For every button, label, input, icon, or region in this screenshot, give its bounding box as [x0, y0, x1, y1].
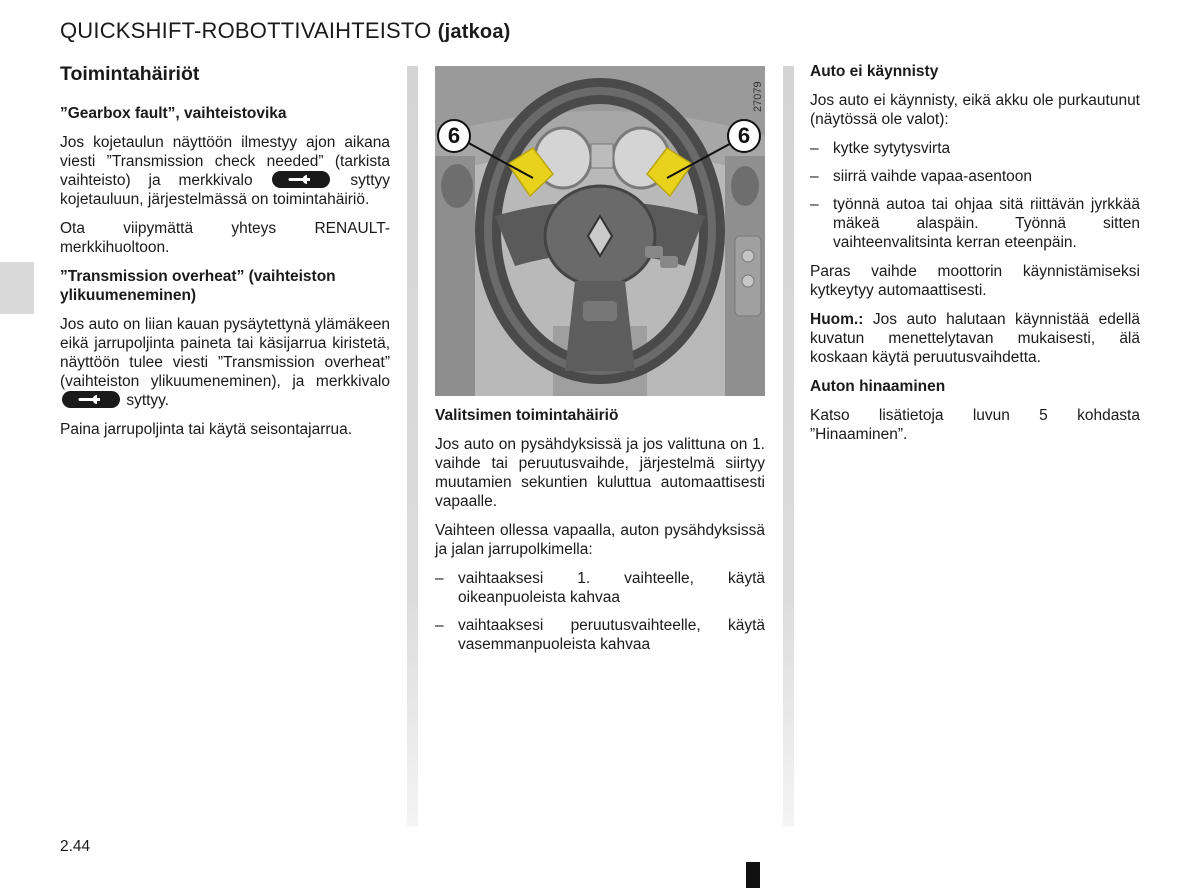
- page-number: 2.44: [60, 838, 91, 855]
- no-start-steps-list: [810, 139, 1140, 252]
- column-separator-2: [783, 66, 794, 826]
- steering-wheel-illustration: [435, 66, 765, 396]
- column-left: [60, 62, 390, 449]
- gearbox-fault-paragraph: [60, 133, 390, 209]
- gearbox-fault-text-after: syttyy kojetauluun, järjestelmässä on toimintahäiriö.: [60, 172, 391, 208]
- list-item: – vaihtaaksesi 1. vaihteelle, käytä oikeanpuoleista kahvaa: [435, 569, 765, 607]
- callout-right-paddle: 6: [727, 119, 761, 153]
- callout-left-paddle: 6: [437, 119, 471, 153]
- page-title-suffix: (jatkoa): [437, 21, 511, 43]
- contact-dealer-paragraph: Ota viipymättä yhteys RENAULT-merkkihuoltoon.: [60, 220, 390, 256]
- list-item: – siirrä vaihde vapaa-asentoon: [810, 167, 1140, 186]
- towing-paragraph: Katso lisätietoja luvun 5 kohdasta ”Hinaaminen”.: [810, 407, 1140, 443]
- page-title: [60, 18, 511, 44]
- towing-heading: Auton hinaaminen: [810, 378, 946, 395]
- overheat-paragraph: [60, 315, 390, 410]
- wrench-icon: [272, 171, 330, 188]
- brake-paragraph: Paina jarrupoljinta tai käytä seisontajarrua.: [60, 421, 353, 438]
- column-separator-1: [407, 66, 418, 826]
- chapter-tab-marker: [0, 262, 34, 314]
- note-label: Huom.:: [810, 311, 864, 328]
- selector-fault-heading: Valitsimen toimintahäiriö: [435, 407, 619, 424]
- list-item: – kytke sytytysvirta: [810, 139, 1140, 158]
- wrench-icon: [62, 391, 120, 408]
- best-gear-paragraph: Paras vaihde moottorin käynnistämiseksi kytkeytyy automaattisesti.: [810, 263, 1140, 299]
- list-item: – vaihtaaksesi peruutusvaihteelle, käytä vasemmanpuoleista kahvaa: [435, 616, 765, 654]
- page-edge-marker: [746, 862, 760, 888]
- column-middle: [435, 66, 765, 664]
- gearbox-fault-heading: ”Gearbox fault”, vaihteistovika: [60, 105, 287, 122]
- steering-wheel-figure: [435, 66, 765, 396]
- overheat-text-before: Jos auto on liian kauan pysäytettynä ylämäkeen eikä jarrupoljinta paineta tai käsijarrua kiristetä, näyttöön tulee viesti ”Transmission overheat” (vaihteiston ylikuumeneminen), ja merkkivalo: [60, 316, 390, 390]
- figure-reference-code: 27079: [752, 81, 764, 112]
- paddle-instructions-list: [435, 569, 765, 654]
- overheat-heading: ”Transmission overheat” (vaihteiston ylikuumeneminen): [60, 268, 336, 304]
- overheat-text-after: syttyy.: [126, 392, 170, 409]
- gearbox-fault-text-before: Jos kojetaulun näyttöön ilmestyy ajon aikana viesti ”Transmission check needed” (tarkista vaihteisto) ja merkkivalo: [60, 134, 390, 189]
- section-heading-malfunctions: Toimintahäiriöt: [60, 63, 200, 85]
- neutral-paragraph: Vaihteen ollessa vapaalla, auton pysähdyksissä ja jalan jarrupolkimella:: [435, 522, 765, 558]
- no-start-heading: Auto ei käynnisty: [810, 63, 939, 80]
- note-text: Jos auto halutaan käynnistää edellä kuvatun menettelytavan mukaisesti, älä koskaan käytä peruutusvaihdetta.: [810, 311, 1140, 366]
- page-title-main: QUICKSHIFT-ROBOTTIVAIHTEISTO: [60, 18, 432, 43]
- note-paragraph: [810, 310, 1140, 367]
- no-start-paragraph: Jos auto ei käynnisty, eikä akku ole purkautunut (näytössä ole valot):: [810, 92, 1140, 128]
- selector-fault-paragraph: Jos auto on pysähdyksissä ja jos valittuna on 1. vaihde tai peruutusvaihde, järjestelmä siirtyy muutamien sekuntien kuluttua automaattisesti vapaalle.: [435, 436, 765, 510]
- list-item: – työnnä autoa tai ohjaa sitä riittävän jyrkkää mäkeä alaspäin. Työnnä sitten vaihteenvalitsinta kerran eteenpäin.: [810, 195, 1140, 252]
- column-right: [810, 62, 1140, 454]
